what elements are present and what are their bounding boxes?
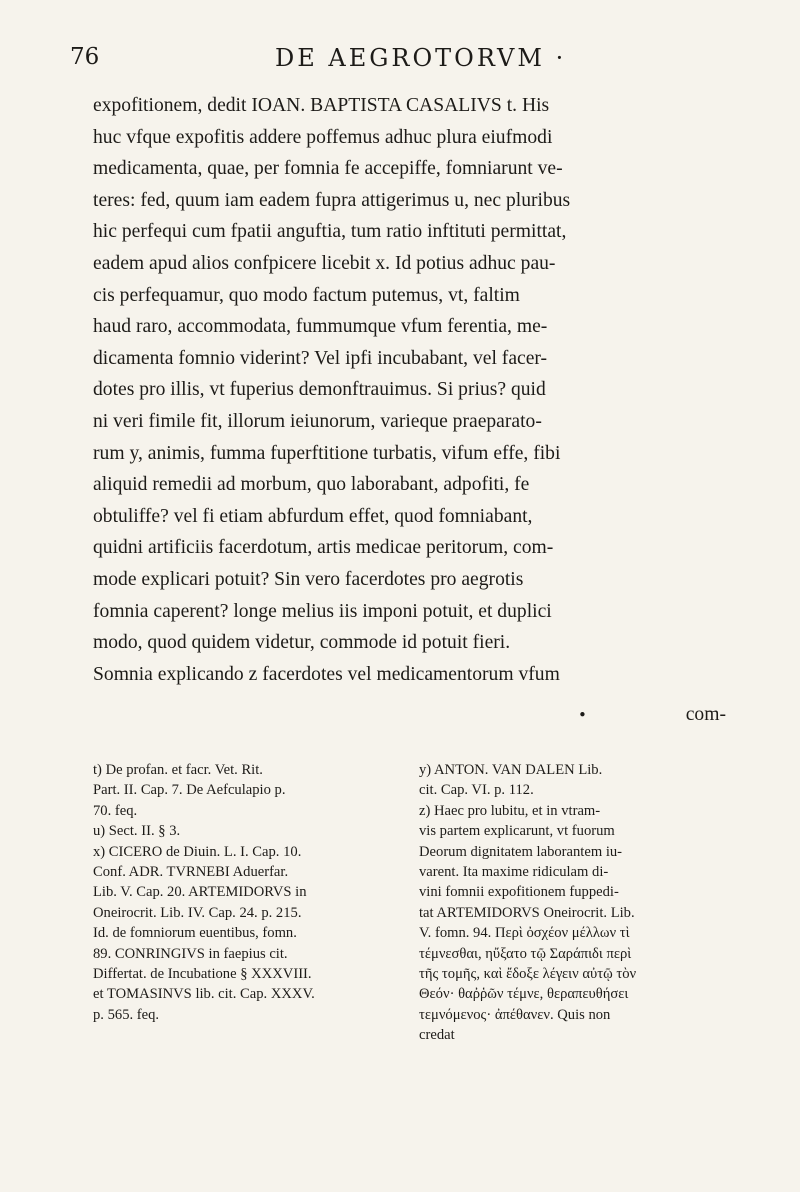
printer-mark: • [578,706,587,724]
text-line: fomnia caperent? longe melius iis imponi potuit, et duplici [93,600,552,622]
footnote-line: Oneirocrit. Lib. IV. Cap. 24. p. 215. [93,904,302,921]
footnote-line: x) CICERO de Diuin. L. I. Cap. 10. [93,843,302,860]
footnote-line: Part. II. Cap. 7. De Aefculapio p. [93,782,286,799]
footnote-line: τῆς τομῆς, καὶ ἔδοξε λέγειν αὐτῷ τὸν [419,966,637,983]
footnote-line: credat [419,1027,455,1044]
text-line: expofitionem, dedit IOAN. BAPTISTA CASALIVS t. His [93,95,550,116]
text-line: haud raro, accommodata, fummumque vfum ferentia, me- [93,316,548,338]
main-text [93,90,727,690]
footnote-line: et TOMASINVS lib. cit. Cap. XXXV. [93,986,315,1003]
footnote-line: Θεόν· θαῤῥῶν τέμνε, θεραπευθήσει [419,986,629,1003]
footnote-line: τέμνεσθαι, ηὔξατο τῷ Σαράπιδι περὶ [419,945,632,962]
text-line: dicamenta fomnio viderint? Vel ipfi incubabant, vel facer- [93,347,548,369]
text-line: aliquid remedii ad morbum, quo laborabant, adpofiti, fe [93,474,530,496]
text-line: cis perfequamur, quo modo factum putemus, vt, faltim [93,284,520,306]
text-line: hic perfequi cum fpatii anguftia, tum ratio inftituti permittat, [93,221,567,243]
footnote-line: 89. CONRINGIVS in faepius cit. [93,945,288,962]
text-line: eadem apud alios confpicere licebit x. Id potius adhuc pau- [93,252,556,274]
text-line: teres: fed, quum iam eadem fupra attigerimus u, nec pluribus [93,189,571,211]
footnote-line: 70. feq. [93,802,138,819]
footnote-line: p. 565. feq. [93,1006,160,1023]
footnotes-right-column [419,760,723,1046]
text-line: quidni artificiis facerdotum, artis medicae peritorum, com- [93,537,554,559]
text-line: modo, quod quidem videtur, commode id potuit fieri. [93,632,511,654]
catchword: com- [685,704,726,725]
footnote-line: z) Haec pro lubitu, et in vtram- [419,802,601,819]
footnote-line: tat ARTEMIDORVS Oneirocrit. Lib. [419,904,635,921]
footnote-line: cit. Cap. VI. p. 112. [419,782,534,799]
text-line: Somnia explicando z facerdotes vel medicamentorum vfum [93,663,560,685]
footnote-line: vis partem explicarunt, vt fuorum [419,823,615,840]
footnote-line: Id. de fomniorum euentibus, fomn. [93,925,297,942]
footnote-line: Lib. V. Cap. 20. ARTEMIDORVS in [93,884,307,901]
text-line: obtuliffe? vel fi etiam abfurdum effet, quod fomniabant, [93,505,533,527]
footnotes-left-column [93,760,397,1025]
text-line: huc vfque expofitis addere poffemus adhuc plura eiufmodi [93,126,553,148]
running-head: DE AEGROTORVM · [275,44,567,72]
footnote-line: vini fomnii expofitionem fuppedi- [419,884,619,901]
text-line: medicamenta, quae, per fomnia fe accepiffe, fomniarunt ve- [93,158,563,180]
text-line: ni veri fimile fit, illorum ieiunorum, varieque praeparato- [93,410,542,432]
footnote-line: varent. Ita maxime ridiculam di- [419,864,609,881]
text-line: dotes pro illis, vt fuperius demonftrauimus. Si prius? quid [93,379,546,401]
footnote-line: t) De profan. et facr. Vet. Rit. [93,762,263,778]
footnote-line: Deorum dignitatem laborantem iu- [419,843,623,860]
footnote-line: Differtat. de Incubatione § XXXVIII. [93,966,312,983]
page-header [70,44,750,74]
text-line: mode explicari potuit? Sin vero facerdotes pro aegrotis [93,568,524,590]
footnote-line: y) ANTON. VAN DALEN Lib. [419,762,603,778]
page-number: 76 [70,44,100,70]
footnote-line: u) Sect. II. § 3. [93,823,181,840]
text-line: rum y, animis, fumma fuperftitione turbatis, vifum effe, fibi [93,442,561,464]
footnote-line: τεμνόμενος· ἀπέθανεν. Quis non [419,1006,611,1023]
footnote-line: V. fomn. 94. Περὶ ὀσχέον μέλλων τὶ [419,925,630,942]
footnote-line: Conf. ADR. TVRNEBI Aduerfar. [93,864,289,881]
